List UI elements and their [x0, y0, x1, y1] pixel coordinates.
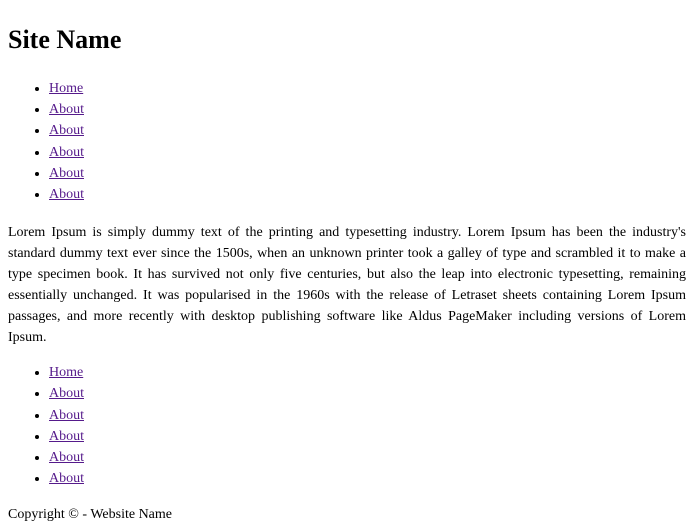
nav-item-about	[49, 120, 692, 141]
nav-link-about[interactable]: About	[49, 102, 84, 118]
nav-item-about	[49, 405, 692, 426]
nav-link-about[interactable]: About	[49, 144, 84, 160]
top-nav	[8, 78, 692, 205]
nav-link-home[interactable]: Home	[49, 81, 84, 96]
nav-item-about	[49, 142, 692, 163]
nav-link-about[interactable]: About	[49, 123, 84, 139]
nav-item-about	[49, 184, 692, 205]
main-paragraph: Lorem Ipsum is simply dummy text of the printing and typesetting industry. Lorem Ipsum has been the industry's standard dummy text ever since the 1500s, when an unknown printer took a galley of type and scrambled it to make a type specimen book. It has survived not only five centuries, but also the leap into electronic typesetting, remaining essentially unchanged. It was popularised in the 1960s with the release of Letraset sheets containing Lorem Ipsum passages, and more recently with desktop publishing software like Aldus PageMaker including versions of Lorem Ipsum.	[8, 225, 686, 346]
nav-link-about[interactable]: About	[49, 186, 84, 202]
nav-item-home	[49, 78, 692, 99]
nav-link-home[interactable]: Home	[49, 365, 84, 381]
nav-item-about	[49, 383, 692, 404]
nav-item-about	[49, 468, 692, 489]
nav-item-about	[49, 99, 692, 120]
bottom-nav	[8, 362, 692, 489]
nav-item-about	[49, 426, 692, 447]
site-title: Site Name	[8, 25, 122, 54]
nav-link-about[interactable]: About	[49, 165, 84, 181]
nav-item-about	[49, 447, 692, 468]
nav-link-about[interactable]: About	[49, 407, 84, 423]
nav-link-about[interactable]: About	[49, 449, 84, 465]
footer-copyright: Copyright © - Website Name	[8, 507, 173, 523]
nav-link-about[interactable]: About	[49, 471, 84, 487]
nav-link-about[interactable]: About	[49, 386, 84, 402]
nav-link-about[interactable]: About	[49, 428, 84, 444]
nav-item-home	[49, 362, 692, 383]
nav-item-about	[49, 163, 692, 184]
